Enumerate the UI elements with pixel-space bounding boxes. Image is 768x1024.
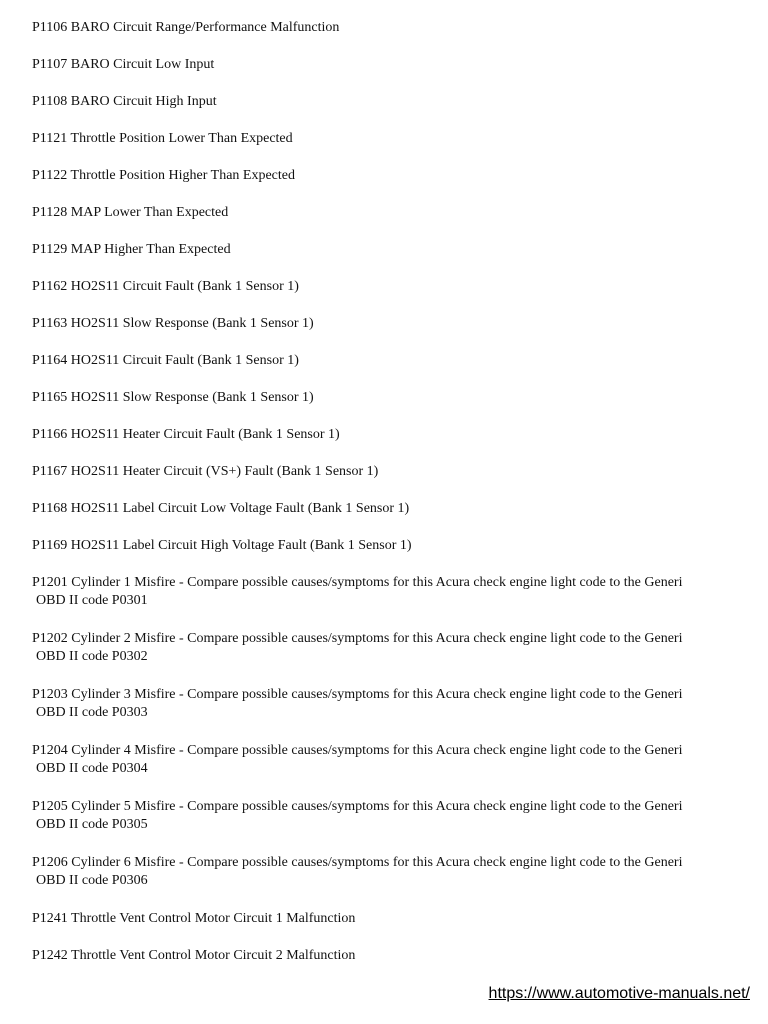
code-p1242: P1242 Throttle Vent Control Motor Circuit 2 Malfunction [32, 948, 356, 963]
code-p1241: P1241 Throttle Vent Control Motor Circuit 1 Malfunction [32, 911, 356, 926]
code-p1205-obd-reference: OBD II code P0305 [36, 817, 148, 832]
code-p1168: P1168 HO2S11 Label Circuit Low Voltage Fault (Bank 1 Sensor 1) [32, 501, 410, 516]
code-p1206 [32, 854, 742, 890]
code-p1203-description: P1203 Cylinder 3 Misfire - Compare possible causes/symptoms for this Acura check engine light code to the Generi [32, 687, 683, 702]
code-p1167: P1167 HO2S11 Heater Circuit (VS+) Fault (Bank 1 Sensor 1) [32, 464, 379, 479]
code-p1129: P1129 MAP Higher Than Expected [32, 242, 231, 257]
code-p1121: P1121 Throttle Position Lower Than Expected [32, 131, 293, 146]
code-p1206-obd-reference: OBD II code P0306 [36, 873, 148, 888]
footer-url-link[interactable]: https://www.automotive-manuals.net/ [488, 985, 750, 1002]
code-p1202 [32, 630, 742, 666]
code-p1204-obd-reference: OBD II code P0304 [36, 761, 148, 776]
code-p1106: P1106 BARO Circuit Range/Performance Malfunction [32, 20, 340, 35]
code-p1204 [32, 742, 742, 778]
code-p1164: P1164 HO2S11 Circuit Fault (Bank 1 Sensor 1) [32, 353, 299, 368]
code-p1122: P1122 Throttle Position Higher Than Expected [32, 168, 295, 183]
code-p1201-description: P1201 Cylinder 1 Misfire - Compare possible causes/symptoms for this Acura check engine light code to the Generi [32, 575, 683, 590]
code-p1107: P1107 BARO Circuit Low Input [32, 57, 215, 72]
code-p1163: P1163 HO2S11 Slow Response (Bank 1 Sensor 1) [32, 316, 314, 331]
code-p1201-obd-reference: OBD II code P0301 [36, 593, 148, 608]
code-p1203 [32, 686, 742, 722]
code-p1205-description: P1205 Cylinder 5 Misfire - Compare possible causes/symptoms for this Acura check engine light code to the Generi [32, 799, 683, 814]
code-p1108: P1108 BARO Circuit High Input [32, 94, 217, 109]
code-p1162: P1162 HO2S11 Circuit Fault (Bank 1 Sensor 1) [32, 279, 299, 294]
code-p1169: P1169 HO2S11 Label Circuit High Voltage Fault (Bank 1 Sensor 1) [32, 538, 412, 553]
code-p1202-description: P1202 Cylinder 2 Misfire - Compare possible causes/symptoms for this Acura check engine light code to the Generi [32, 631, 683, 646]
code-p1203-obd-reference: OBD II code P0303 [36, 705, 148, 720]
code-p1202-obd-reference: OBD II code P0302 [36, 649, 148, 664]
code-p1128: P1128 MAP Lower Than Expected [32, 205, 229, 220]
code-p1205 [32, 798, 742, 834]
code-p1201 [32, 574, 742, 610]
code-p1165: P1165 HO2S11 Slow Response (Bank 1 Sensor 1) [32, 390, 314, 405]
code-p1206-description: P1206 Cylinder 6 Misfire - Compare possible causes/symptoms for this Acura check engine light code to the Generi [32, 855, 683, 870]
code-list [32, 19, 742, 984]
code-p1166: P1166 HO2S11 Heater Circuit Fault (Bank 1 Sensor 1) [32, 427, 340, 442]
code-p1204-description: P1204 Cylinder 4 Misfire - Compare possible causes/symptoms for this Acura check engine light code to the Generi [32, 743, 683, 758]
